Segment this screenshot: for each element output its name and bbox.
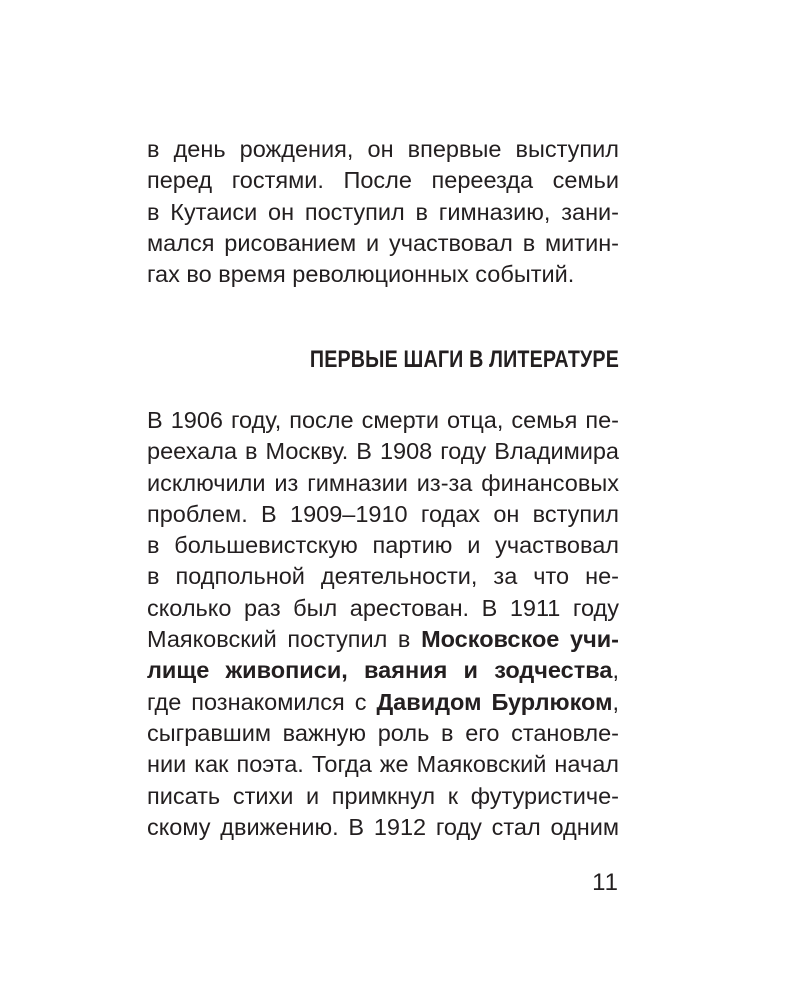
paragraph-line: реехала в Москву. В 1908 году Владимира [147,438,619,465]
line-text: , [612,657,619,684]
line-text: , [612,688,619,715]
line-text: где познакомился с [147,688,377,715]
page-number: 11 [592,869,619,896]
paragraph-line: В 1906 году, после смерти отца, семья пе- [147,407,619,433]
paragraph-line: в большевистскую партию и участвовал [147,532,619,559]
paragraph-line: перед гостями. После переезда семьи [147,167,619,194]
paragraph-line: писать стихи и примкнул к футуристиче- [147,782,619,809]
paragraph-line [147,687,619,718]
paragraph-line: сколько раз был арестован. В 1911 году [147,594,619,621]
school-name-bold: лище живописи, ваяния и зодчества [147,657,613,684]
main-paragraph [147,405,619,843]
paragraph-line: в день рождения, он впервые выступил [147,136,619,162]
line-text: Маяковский поступил в [147,626,422,653]
paragraph-line: исключили из гимназии из-за финансовых [147,469,619,496]
school-name-bold: Московское учи- [421,626,619,653]
paragraph-line: сыгравшим важную роль в его становле- [147,719,619,746]
paragraph-line [147,655,619,686]
section-heading: ПЕРВЫЕ ШАГИ В ЛИТЕРАТУРЕ [309,346,619,373]
paragraph-line: в подпольной деятельности, за что не- [147,563,619,590]
paragraph-line: нии как поэта. Тогда же Маяковский начал [147,751,619,778]
paragraph-line: в Кутаиси он поступил в гимназию, зани- [147,198,619,225]
paragraph-line [147,624,619,655]
paragraph-line: проблем. В 1909–1910 годах он вступил [147,500,619,527]
person-name-bold: Давидом Бурлюком [376,688,613,715]
paragraph-line: скому движению. В 1912 году стал одним [147,813,619,840]
paragraph-line: гах во время революционных событий. [147,261,575,288]
intro-paragraph [147,134,619,290]
paragraph-line: мался рисованием и участвовал в митин- [147,229,619,256]
